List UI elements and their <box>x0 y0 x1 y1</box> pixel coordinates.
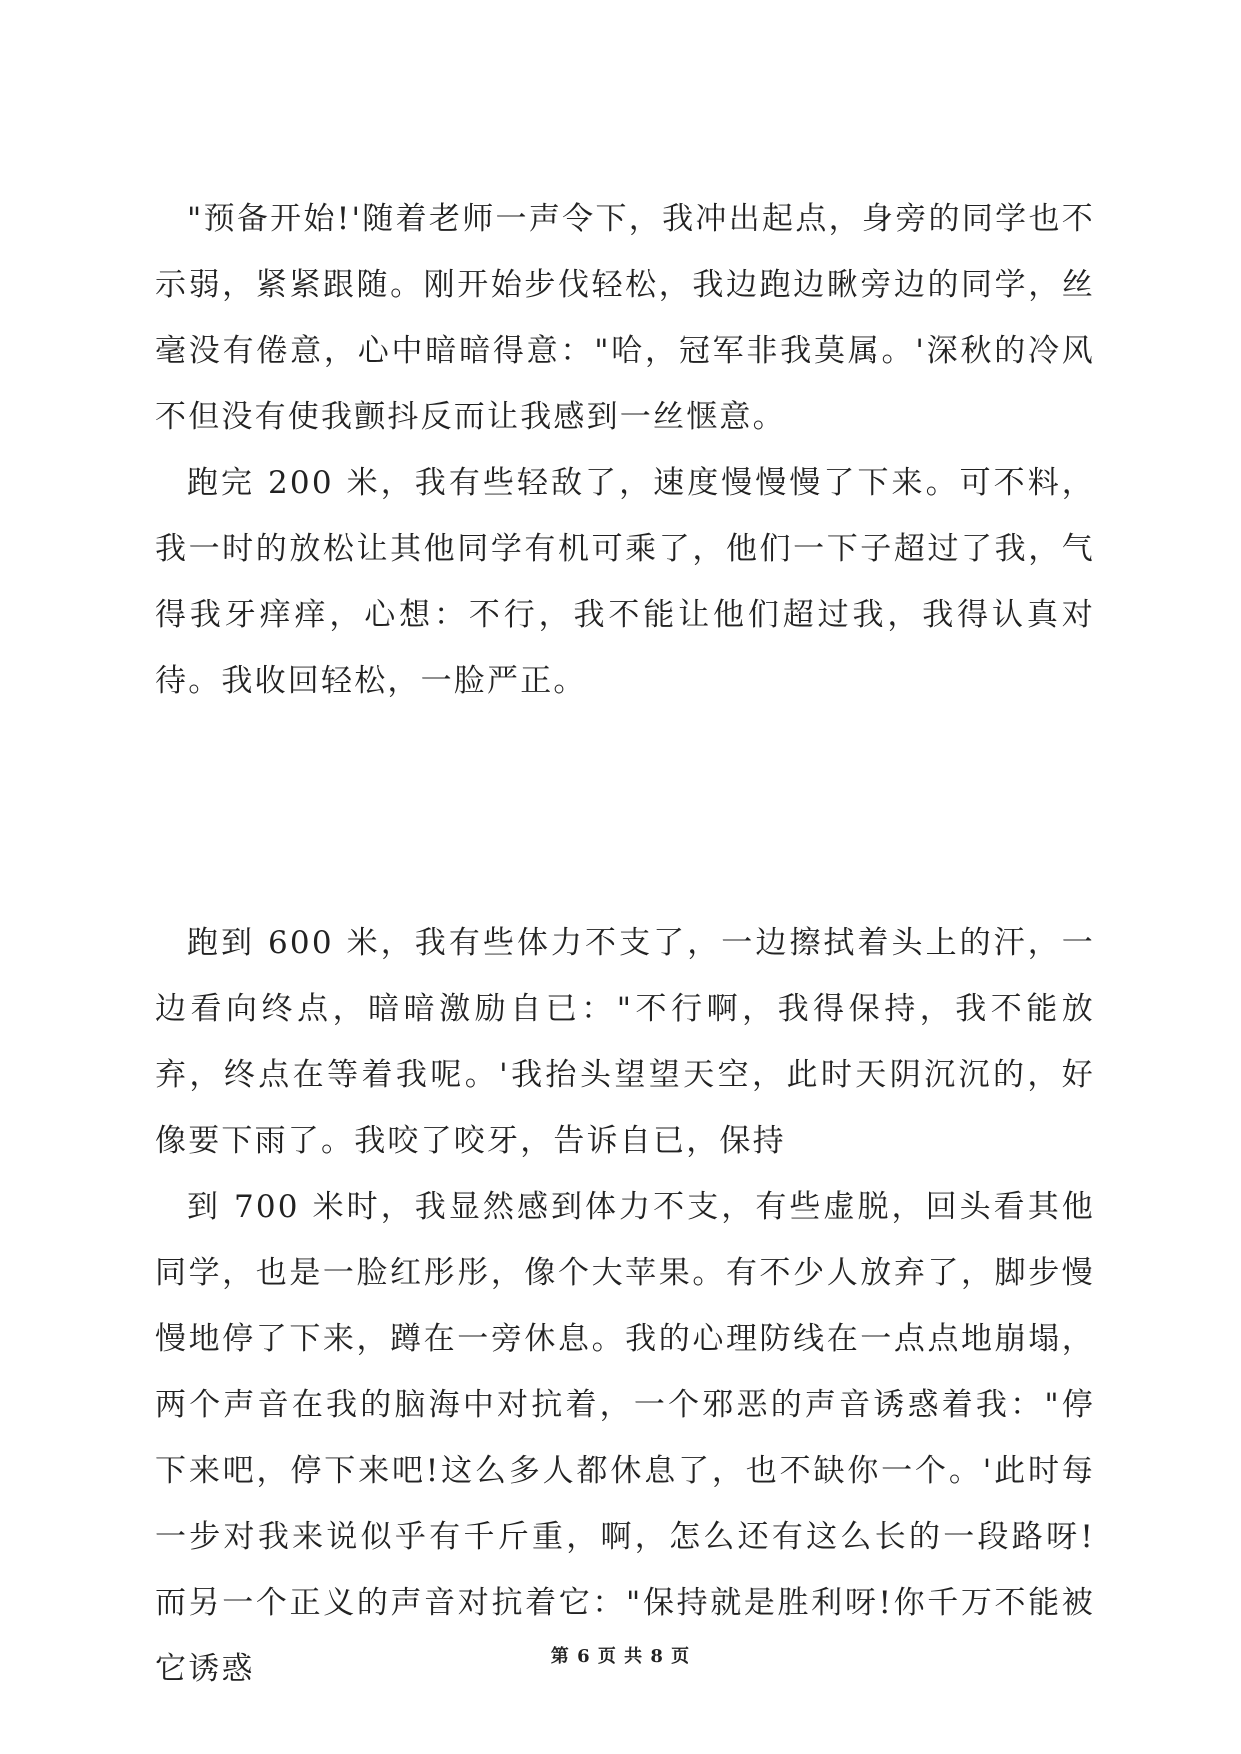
document-body <box>155 186 1095 1702</box>
paragraph-gap <box>155 714 1095 910</box>
page-number-footer: 第 6 页 共 8 页 <box>550 1646 691 1667</box>
paragraph-200m: 跑完 200 米，我有些轻敌了，速度慢慢慢了下来。可不料，我一时的放松让其他同学有机可乘了，他们一下子超过了我，气得我牙痒痒，心想：不行，我不能让他们超过我，我得认真对待。我收回轻松，一脸严正。 <box>155 465 1095 699</box>
paragraph-700m: 到 700 米时，我显然感到体力不支，有些虚脱，回头看其他同学，也是一脸红彤彤，像个大苹果。有不少人放弃了，脚步慢慢地停了下来，蹲在一旁休息。我的心理防线在一点点地崩塌，两个声音在我的脑海中对抗着，一个邪恶的声音诱惑着我："停下来吧，停下来吧!这么多人都休息了，也不缺你一个。'此时每一步对我来说似乎有千斤重，啊，怎么还有这么长的一段路呀!而另一个正义的声音对抗着它："保持就是胜利呀!你千万不能被它诱惑 <box>155 1189 1095 1687</box>
paragraph-race-start: "预备开始!'随着老师一声令下，我冲出起点，身旁的同学也不示弱，紧紧跟随。刚开始步伐轻松，我边跑边瞅旁边的同学，丝毫没有倦意，心中暗暗得意："哈，冠军非我莫属。'深秋的冷风不但没有使我颤抖反而让我感到一丝惬意。 <box>155 201 1095 435</box>
paragraph-600m: 跑到 600 米，我有些体力不支了，一边擦拭着头上的汗，一边看向终点，暗暗激励自已："不行啊，我得保持，我不能放弃，终点在等着我呢。'我抬头望望天空，此时天阴沉沉的，好像要下雨了。我咬了咬牙，告诉自已，保持 <box>155 925 1095 1159</box>
